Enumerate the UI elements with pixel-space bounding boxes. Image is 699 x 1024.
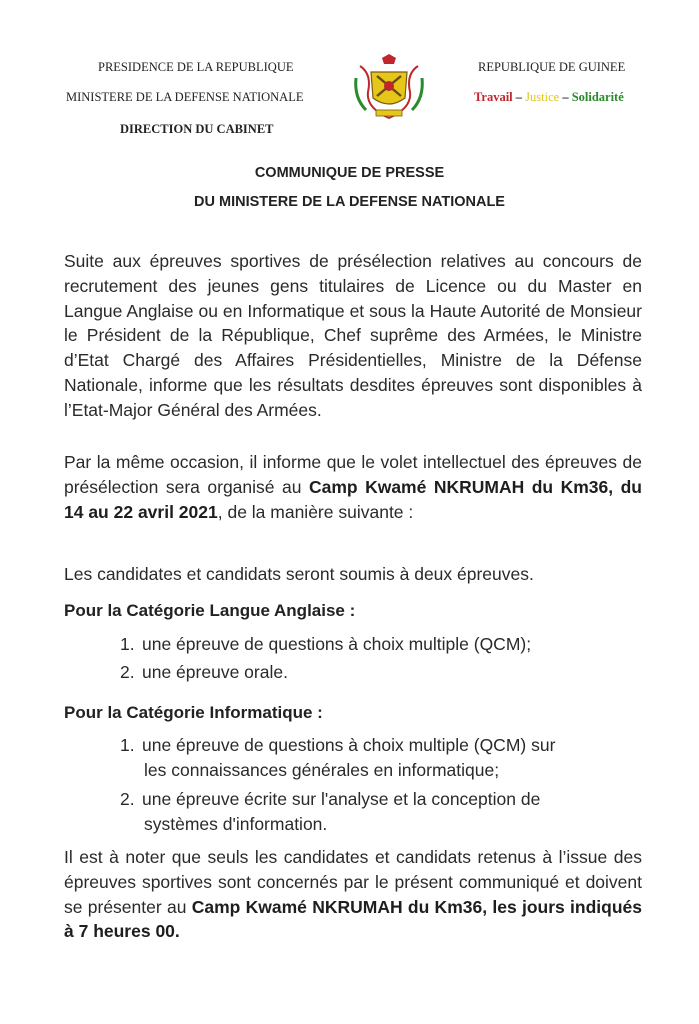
motto-solidarite: Solidarité bbox=[571, 90, 624, 104]
category-heading-informatique: Pour la Catégorie Informatique : bbox=[64, 703, 323, 722]
header-ministry: MINISTERE DE LA DEFENSE NATIONALE bbox=[66, 90, 304, 104]
notice-text: Il est à noter que seuls les candidates et candidats retenus à l’issue des épreuves sportives sont concernés par le présent communiqué et doivent se présenter au bbox=[64, 847, 642, 917]
schedule-text-end: , de la manière suivante : bbox=[217, 501, 414, 522]
header-motto bbox=[474, 90, 624, 105]
schedule-location-dates: Camp Kwamé NKRUMAH du Km36, du 14 au 22 avril 2021 bbox=[64, 476, 642, 522]
list-item bbox=[120, 632, 642, 657]
list-number: 2. bbox=[120, 662, 135, 682]
list-number: 2. bbox=[120, 789, 135, 809]
list-item bbox=[120, 787, 642, 837]
list-text: une épreuve de questions à choix multiple (QCM); bbox=[142, 634, 532, 654]
list-text: une épreuve écrite sur l'analyse et la conception de bbox=[142, 789, 541, 809]
notice-location-time: Camp Kwamé NKRUMAH du Km36, les jours indiqués à 7 heures 00. bbox=[64, 896, 642, 942]
guinea-coat-of-arms-icon bbox=[352, 52, 426, 122]
header-republic: REPUBLIQUE DE GUINEE bbox=[478, 60, 626, 74]
paragraph-two-tests: Les candidates et candidats seront soumis à deux épreuves. bbox=[64, 564, 534, 584]
list-text-continued: les connaissances générales en informatique; bbox=[144, 759, 500, 780]
motto-travail: Travail bbox=[474, 90, 513, 104]
list-text-continued: systèmes d'information. bbox=[144, 813, 328, 834]
document-title: COMMUNIQUE DE PRESSE bbox=[254, 165, 445, 181]
schedule-text: Par la même occasion, il informe que le volet intellectuel des épreuves de présélection sera organisé au bbox=[64, 452, 642, 497]
category-heading-english: Pour la Catégorie Langue Anglaise : bbox=[64, 601, 356, 620]
motto-justice: Justice bbox=[525, 90, 560, 104]
paragraph-notice bbox=[64, 845, 642, 944]
motto-separator: – bbox=[512, 90, 526, 104]
list-text: une épreuve de questions à choix multiple (QCM) sur bbox=[142, 735, 556, 755]
document-subtitle: DU MINISTERE DE LA DEFENSE NATIONALE bbox=[194, 194, 505, 210]
list-text: une épreuve orale. bbox=[142, 662, 288, 682]
header-presidency: PRESIDENCE DE LA REPUBLIQUE bbox=[98, 60, 294, 74]
list-number: 1. bbox=[120, 735, 135, 755]
paragraph-schedule bbox=[64, 450, 642, 524]
paragraph-results: Suite aux épreuves sportives de présélection relatives au concours de recrutement des jeunes gens titulaires de Licence ou du Master en Langue Anglaise ou en Informatique et sous la Haute Autorité de Monsieur le Président de la République, Chef suprême des Armées, le Ministre d’Etat Chargé des Affaires Présidentielles, Ministre de la Défense Nationale, informe que les résultats desdites épreuves sont disponibles à l’Etat-Major Général des Armées. bbox=[64, 251, 642, 420]
list-number: 1. bbox=[120, 634, 135, 654]
list-item bbox=[120, 660, 642, 685]
header-direction: DIRECTION DU CABINET bbox=[120, 122, 274, 136]
motto-separator: – bbox=[559, 90, 572, 104]
list-item bbox=[120, 733, 642, 783]
